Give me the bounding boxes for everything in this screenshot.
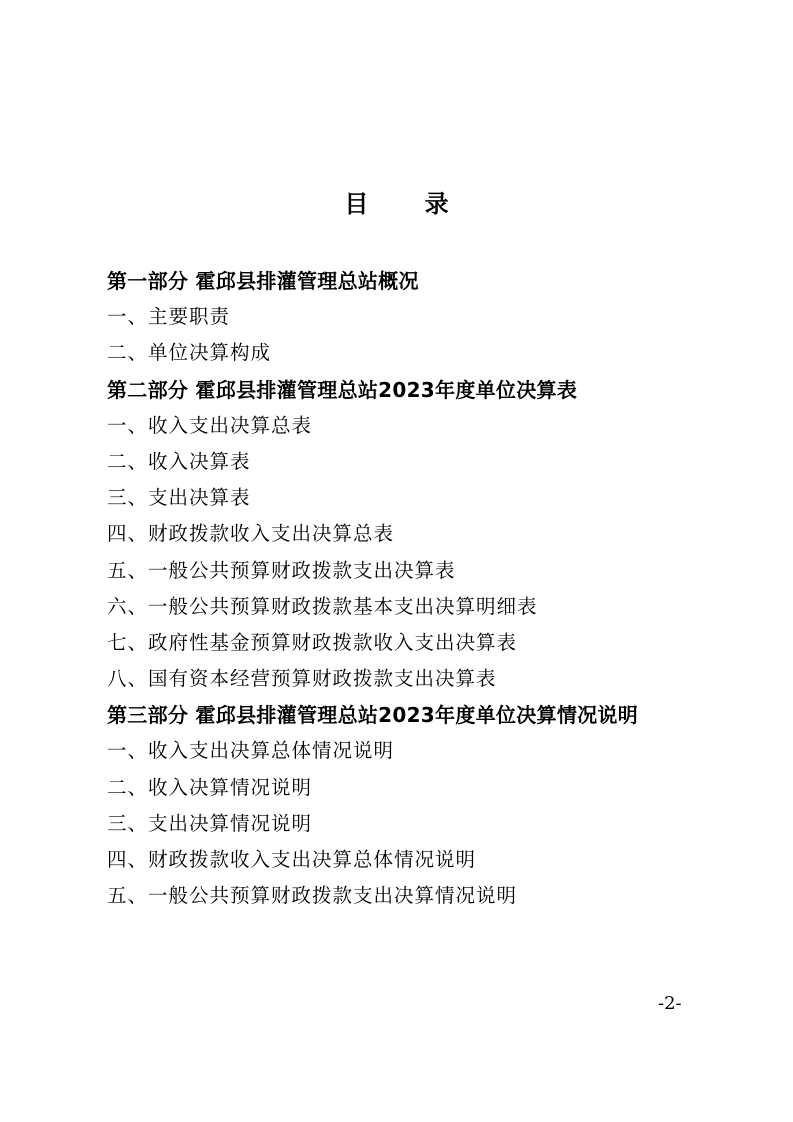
toc-part-heading: 第一部分 霍邱县排灌管理总站概况 — [107, 269, 419, 293]
toc-entry: 三、支出决算情况说明 — [107, 811, 313, 835]
table-of-contents — [107, 263, 707, 914]
toc-entry: 四、财政拨款收入支出决算总体情况说明 — [107, 848, 477, 872]
toc-entry: 一、收入支出决算总体情况说明 — [107, 739, 395, 763]
toc-entry: 二、收入决算情况说明 — [107, 775, 313, 799]
toc-entry: 一、主要职责 — [107, 305, 231, 329]
page-title: 目 录 — [344, 190, 473, 218]
toc-part-heading: 第三部分 霍邱县排灌管理总站2023年度单位决算情况说明 — [107, 703, 639, 728]
toc-entry: 一、收入支出决算总表 — [107, 413, 313, 437]
toc-entry: 六、一般公共预算财政拨款基本支出决算明细表 — [107, 594, 538, 618]
toc-entry: 三、支出决算表 — [107, 486, 251, 510]
toc-entry: 四、财政拨款收入支出决算总表 — [107, 522, 395, 546]
toc-entry: 五、一般公共预算财政拨款支出决算情况说明 — [107, 884, 518, 908]
toc-entry: 二、收入决算表 — [107, 449, 251, 473]
toc-entry: 二、单位决算构成 — [107, 341, 272, 365]
page-number: -2- — [658, 993, 682, 1014]
toc-entry: 八、国有资本经营预算财政拨款支出决算表 — [107, 667, 497, 691]
toc-part-heading: 第二部分 霍邱县排灌管理总站2023年度单位决算表 — [107, 377, 578, 402]
toc-entry: 五、一般公共预算财政拨款支出决算表 — [107, 558, 456, 582]
toc-entry: 七、政府性基金预算财政拨款收入支出决算表 — [107, 630, 518, 654]
